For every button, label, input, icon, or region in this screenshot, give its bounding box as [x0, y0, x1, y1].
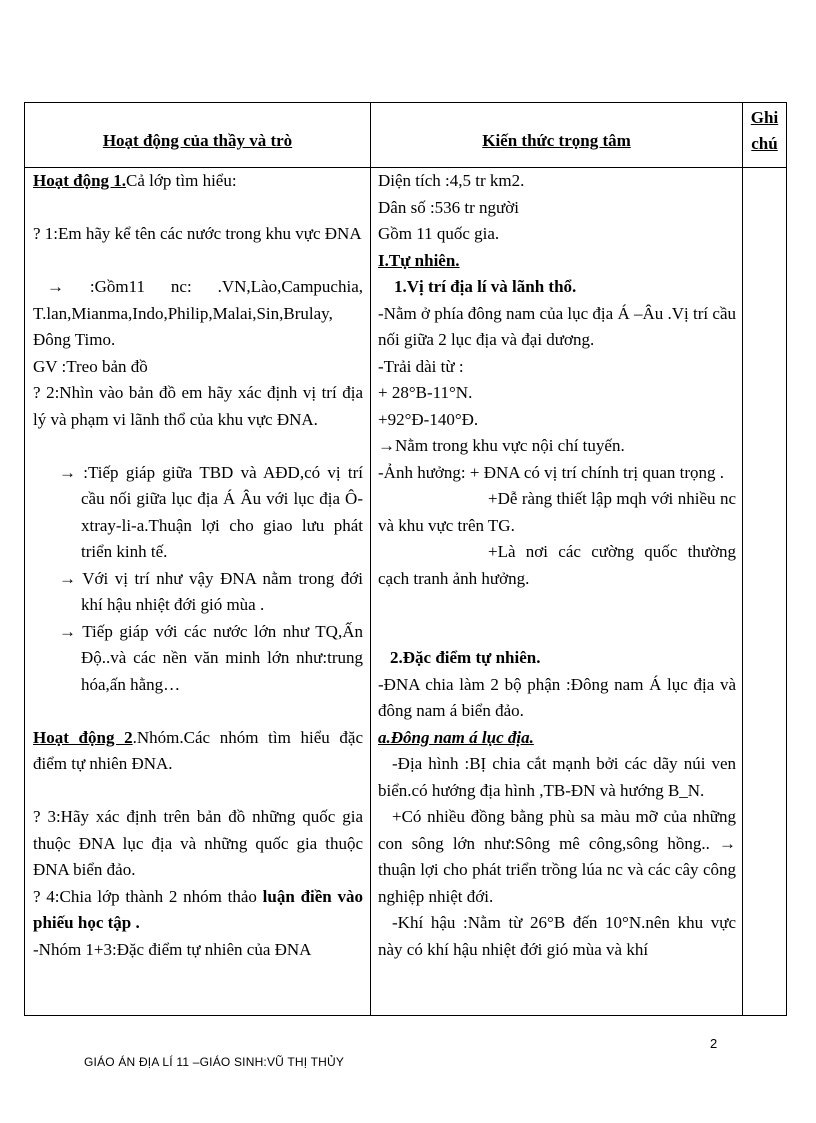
subsection-features: 2.Đặc điểm tự nhiên.	[390, 648, 541, 667]
countries: Gồm 11 quốc gia.	[378, 224, 500, 243]
influence-3: +Là nơi các cường quốc thường cạch tranh ảnh hưởng.	[378, 542, 736, 588]
group-assignment: -Nhóm 1+3:Đặc điểm tự nhiên của ĐNA	[33, 939, 312, 959]
question-1: ? 1:Em hãy kể tên các nước trong khu vực ĐNA	[33, 224, 362, 243]
question-3: ? 3:Hãy xác định trên bản đồ những quốc gia thuộc ĐNA lục địa và những quốc gia thuộc ĐNA biển đảo.	[33, 807, 363, 879]
extent: -Trải dài từ :	[378, 356, 464, 376]
column-divider	[370, 103, 371, 1015]
activity-1-title: Hoạt động 1.	[33, 171, 127, 190]
column-divider	[742, 103, 743, 1015]
division: -ĐNA chia làm 2 bộ phận :Đông nam Á lục địa và đông nam á biển đảo.	[378, 674, 736, 720]
teacher-note: GV :Treo bản đồ	[33, 356, 148, 376]
page-footer: GIÁO ÁN ĐỊA LÍ 11 –GIÁO SINH:VŨ THỊ THỦY	[84, 1055, 345, 1069]
column-header-notes	[743, 105, 786, 157]
notes-line-1: Ghi	[750, 108, 779, 127]
question-4-text: ? 4:Chia lớp thành 2 nhóm thảo	[33, 886, 263, 906]
location-text: -Nằm ở phía đông nam của lục địa Á –Âu .Vị trí cầu nối giữa 2 lục địa và đại dương.	[378, 303, 736, 349]
plains: +Có nhiều đồng bằng phù sa màu mỡ của những con sông lớn như:Sông mê công,sông hồng.. → thuận lợi cho phát triển trồng lúa nc và các cây công nghiệp nhiệt đới.	[378, 807, 736, 906]
knowledge-column	[378, 168, 736, 963]
activity-2-title: Hoạt động 2	[33, 727, 133, 747]
column-header-knowledge: Kiến thức trọng tâm	[482, 131, 631, 150]
section-natural: I.Tự nhiên.	[378, 250, 460, 270]
answer-2-bullet-3: → Tiếp giáp với các nước lớn như TQ,Ấn Độ..và các nền văn minh lớn như:trung hóa,ấn hằng…	[59, 621, 363, 694]
activity-2	[33, 725, 363, 778]
lesson-table	[24, 102, 787, 1016]
terrain: -Địa hình :BỊ chia cắt mạnh bởi các dãy núi ven biển.có hướng địa hình ,TB-ĐN và hướng B_N.	[378, 754, 736, 800]
section-mainland: a.Đông nam á lục địa.	[378, 727, 534, 747]
question-4	[33, 884, 363, 937]
activity-2-text: .Nhóm.Các nhóm tìm hiểu đặc điểm tự nhiên ĐNA.	[33, 727, 363, 773]
latitude: + 28°B-11°N.	[378, 383, 473, 402]
notes-line-2: chú	[751, 134, 778, 153]
climate: -Khí hậu :Nằm từ 26°B đến 10°N.nên khu vực này có khí hậu nhiệt đới gió mùa và khí	[378, 913, 736, 959]
tropic-note: →Nằm trong khu vực nội chí tuyến.	[378, 436, 625, 455]
answer-2-bullet-2: → Với vị trí như vậy ĐNA nằm trong đới khí hậu nhiệt đới gió mùa .	[59, 568, 363, 614]
page-number: 2	[710, 1036, 718, 1051]
answer-2-bullet-1: → :Tiếp giáp giữa TBD và AĐD,có vị trí cầu nối giữa lục địa Á Âu với lục địa Ô-xtray-li-a.Thuận lợi cho giao lưu phát triển kinh tế.	[59, 462, 363, 561]
answer-1: → :Gồm11 nc: .VN,Lào,Campuchia, T.lan,Mianma,Indo,Philip,Malai,Sin,Brulay, Đông Timo.	[33, 277, 363, 349]
question-4-bold: luận điền vào phiếu học tập .	[33, 886, 363, 932]
question-2: ? 2:Nhìn vào bản đồ em hãy xác định vị trí địa lý và phạm vi lãnh thổ của khu vực ĐNA.	[33, 383, 363, 429]
area: Diện tích :4,5 tr km2.	[378, 171, 525, 190]
influence-2: +Dễ ràng thiết lập mqh với nhiều nc và khu vực trên TG.	[378, 489, 736, 535]
activity-1	[33, 168, 363, 195]
subsection-location: 1.Vị trí địa lí và lãnh thổ.	[394, 277, 577, 296]
activities-column	[33, 168, 363, 963]
influence-1: -Ảnh hưởng: + ĐNA có vị trí chính trị quan trọng .	[378, 462, 725, 482]
population: Dân số :536 tr người	[378, 197, 519, 217]
column-header-activities: Hoạt động của thầy và trò	[102, 131, 293, 150]
longitude: +92°Đ-140°Đ.	[378, 409, 479, 429]
activity-1-text: Cả lớp tìm hiểu:	[126, 171, 237, 190]
